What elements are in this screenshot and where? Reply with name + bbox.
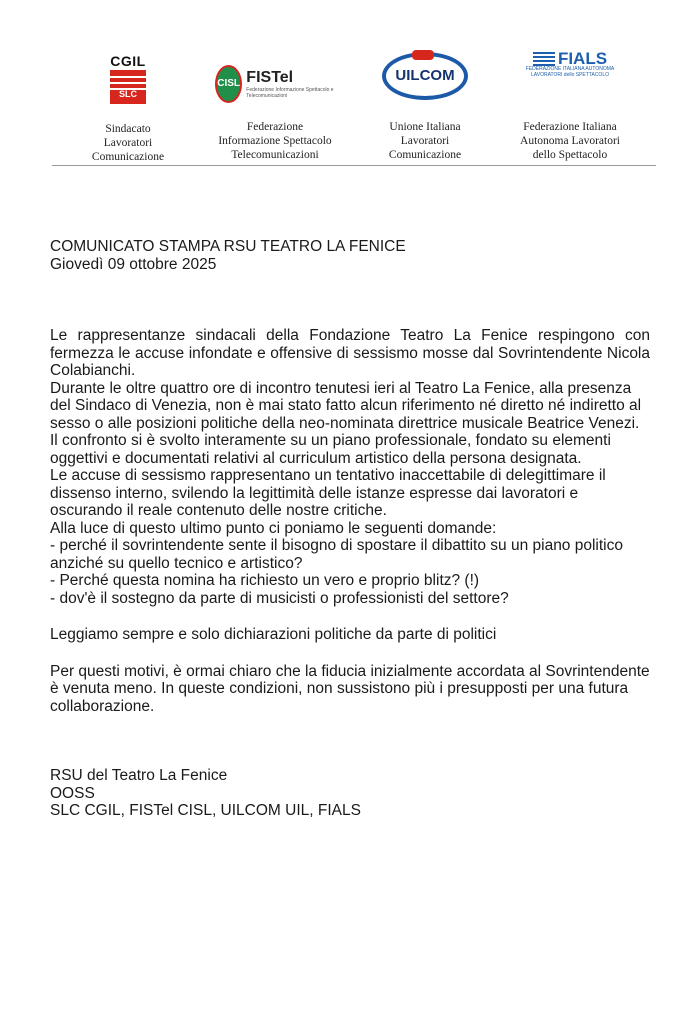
paragraph-2: Durante le oltre quattro ore di incontro tenutesi ieri al Teatro La Fenice, alla presenza del Sindaco di Venezia, non è mai stato fatto alcun riferimento né diretto né indiretto al sesso o alle posizioni politiche della neo-nominata direttrice musicale Beatrice Venezi.	[50, 379, 642, 432]
fials-logo	[515, 46, 625, 116]
org-fistel	[200, 46, 350, 162]
signature-line-2: OOSS	[50, 784, 95, 802]
paragraph-3: Il confronto si è svolto interamente su un piano professionale, fondato su elementi oggettivi e documentati relativi al curriculum artistico della persona designata.	[50, 432, 611, 467]
fistel-cisl-logo	[215, 46, 335, 116]
union-logos-header	[40, 40, 660, 163]
fials-logo-subtext: FEDERAZIONE ITALIANA AUTONOMA LAVORATORI dello SPETTACOLO	[525, 66, 615, 78]
org-caption: Sindacato Lavoratori Comunicazione	[91, 123, 165, 163]
paragraph-6: Leggiamo sempre e solo dichiarazioni politiche da parte di politici	[50, 626, 497, 643]
fistel-logo-subtext: Federazione Informazione Spettacolo e Telecomunicazioni	[246, 87, 334, 99]
org-caption: Federazione Italiana Autonoma Lavoratori dello Spettacolo	[520, 121, 620, 161]
press-release	[50, 238, 650, 820]
header-divider	[52, 165, 656, 166]
org-caption: Federazione Informazione Spettacolo Telecomunicazioni	[218, 121, 332, 161]
org-fials	[505, 46, 635, 162]
org-cgil	[68, 46, 188, 164]
uilcom-logo-text: UILCOM	[395, 67, 455, 84]
paragraph-1: Le rappresentanze sindacali della Fondazione Teatro La Fenice respingono con fermezza le accuse infondate e offensive di sessismo mosse dal Sovrintendente Nicola Colabianchi.	[50, 327, 650, 379]
fials-logo-text: FIALS	[557, 49, 608, 68]
paragraph-5: Alla luce di questo ultimo punto ci poniamo le seguenti domande:	[50, 519, 497, 537]
cgil-logo-text: CGIL	[110, 53, 146, 69]
uilcom-logo	[380, 46, 470, 116]
org-caption: Unione Italiana Lavoratori Comunicazione	[388, 121, 462, 161]
document-date: Giovedì 09 ottobre 2025	[50, 255, 217, 273]
stripes-icon	[533, 52, 555, 66]
signature-line-3: SLC CGIL, FISTel CISL, UILCOM UIL, FIALS	[50, 802, 361, 819]
flag-icon	[412, 50, 434, 60]
org-uilcom	[365, 46, 485, 162]
question-2: - Perché questa nomina ha richiesto un vero e proprio blitz? (!)	[50, 572, 480, 589]
question-1: - perché il sovrintendente sente il bisogno di spostare il dibattito su un piano politico anziché su quello tecnico e artistico?	[50, 537, 623, 572]
paragraph-7: Per questi motivi, è ormai chiaro che la fiducia inizialmente accordata al Sovrintendente è venuta meno. In queste condizioni, non sussistono più i presupposti per una futura collaborazione.	[50, 662, 650, 715]
cgil-slc-logo	[106, 54, 150, 118]
fistel-logo-text: FISTel	[246, 69, 294, 86]
document-title: COMUNICATO STAMPA RSU TEATRO LA FENICE	[50, 238, 406, 255]
signature-line-1: RSU del Teatro La Fenice	[50, 767, 228, 784]
cisl-badge: CISL	[215, 65, 242, 103]
slc-logo-text: SLC	[119, 89, 137, 99]
question-3: - dov'è il sostegno da parte di musicisti o professionisti del settore?	[50, 589, 509, 607]
paragraph-4: Le accuse di sessismo rappresentano un tentativo inaccettabile di delegittimare il dissenso interno, svilendo la legittimità delle istanze espresse dai lavoratori e oscurando il reale contenuto delle nostre critiche.	[50, 467, 606, 519]
